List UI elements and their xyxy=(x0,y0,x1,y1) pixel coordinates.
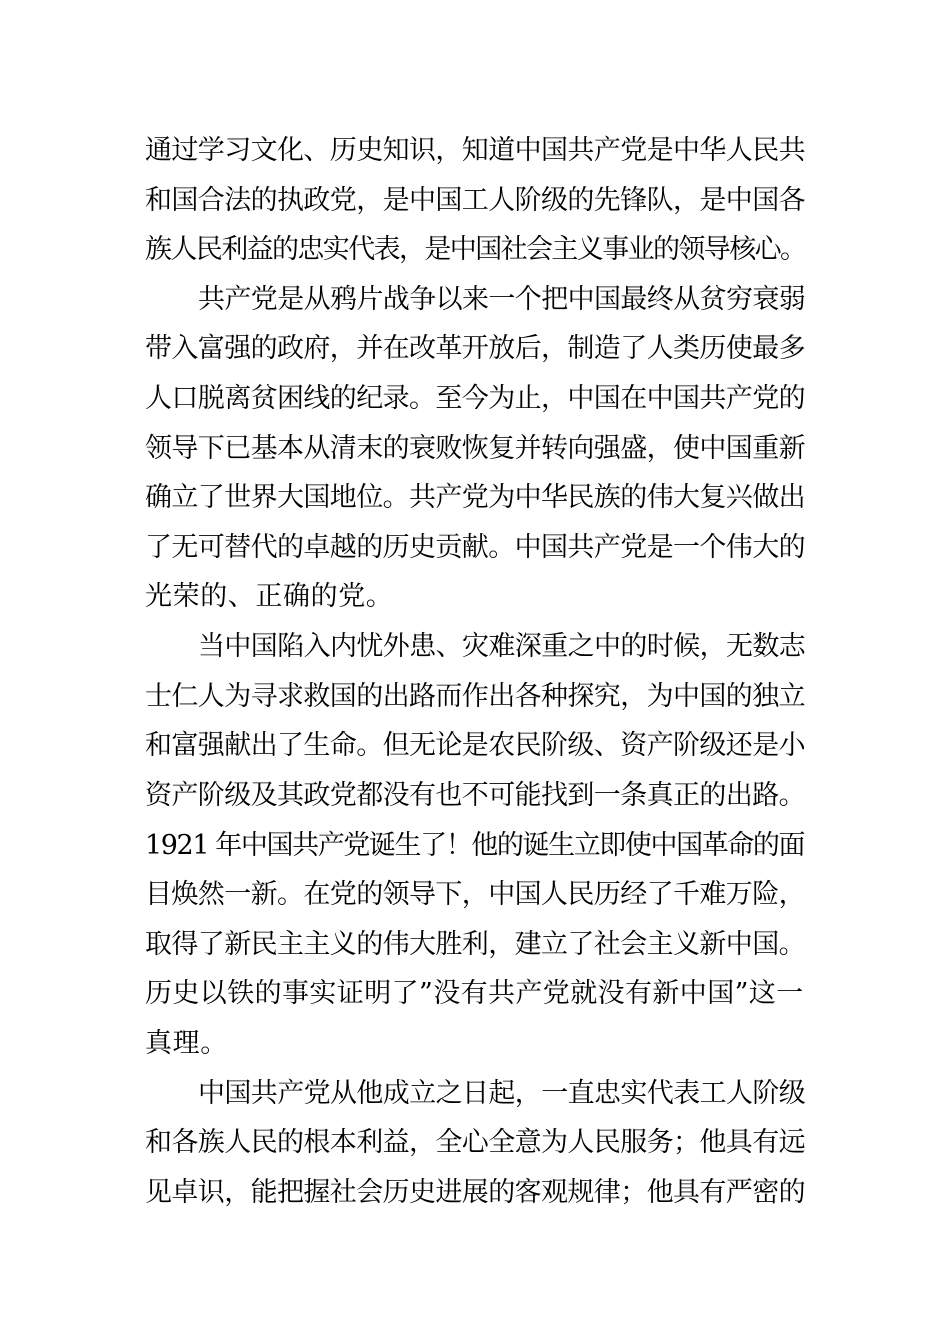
paragraph-3-line-4: 资产阶级及其政党都没有也不可能找到一条真正的出路。 xyxy=(145,780,805,811)
paragraph-2-line-7: 光荣的、正确的党。 xyxy=(145,581,394,612)
paragraph-2-line-4: 领导下已基本从清末的衰败恢复并转向强盛，使中国重新 xyxy=(145,433,805,464)
paragraph-3-line-1: 当中国陷入内忧外患、灾难深重之中的时候，无数志 xyxy=(198,631,806,662)
paragraph-4-line-1: 中国共产党从他成立之日起，一直忠实代表工人阶级 xyxy=(198,1078,806,1109)
paragraph-3-line-2: 士仁人为寻求救国的出路而作出各种探究，为中国的独立 xyxy=(145,681,805,712)
paragraph-3-line-8: 历史以铁的事实证明了”没有共产党就没有新中国”这一 xyxy=(145,978,804,1009)
paragraph-3-line-3: 和富强献出了生命。但无论是农民阶级、资产阶级还是小 xyxy=(145,730,805,761)
paragraph-3-line-9: 真理。 xyxy=(145,1028,228,1059)
paragraph-3-line-5: 1921 年中国共产党诞生了！他的诞生立即使中国革命的面 xyxy=(145,830,805,861)
paragraph-3-line-6: 目焕然一新。在党的领导下，中国人民历经了千难万险， xyxy=(145,879,805,910)
paragraph-1-line-3: 族人民利益的忠实代表，是中国社会主义事业的领导核心。 xyxy=(145,234,806,265)
paragraph-1-line-2: 和国合法的执政党，是中国工人阶级的先锋队，是中国各 xyxy=(145,185,805,216)
paragraph-3-line-7: 取得了新民主主义的伟大胜利，建立了社会主义新中国。 xyxy=(145,929,805,960)
paragraph-2-line-2: 带入富强的政府，并在改革开放后，制造了人类历使最多 xyxy=(145,333,805,364)
paragraph-1-line-1: 通过学习文化、历史知识，知道中国共产党是中华人民共 xyxy=(145,135,805,166)
paragraph-4-line-2: 和各族人民的根本利益，全心全意为人民服务；他具有远 xyxy=(145,1127,805,1158)
paragraph-2-line-5: 确立了世界大国地位。共产党为中华民族的伟大复兴做出 xyxy=(145,482,805,513)
paragraph-2-line-1: 共产党是从鸦片战争以来一个把中国最终从贫穷衰弱 xyxy=(198,284,806,315)
paragraph-4-line-3: 见卓识，能把握社会历史进展的客观规律；他具有严密的 xyxy=(145,1177,805,1208)
paragraph-2-line-3: 人口脱离贫困线的纪录。至今为止，中国在中国共产党的 xyxy=(145,383,805,414)
paragraph-2-line-6: 了无可替代的卓越的历史贡献。中国共产党是一个伟大的 xyxy=(145,532,805,563)
